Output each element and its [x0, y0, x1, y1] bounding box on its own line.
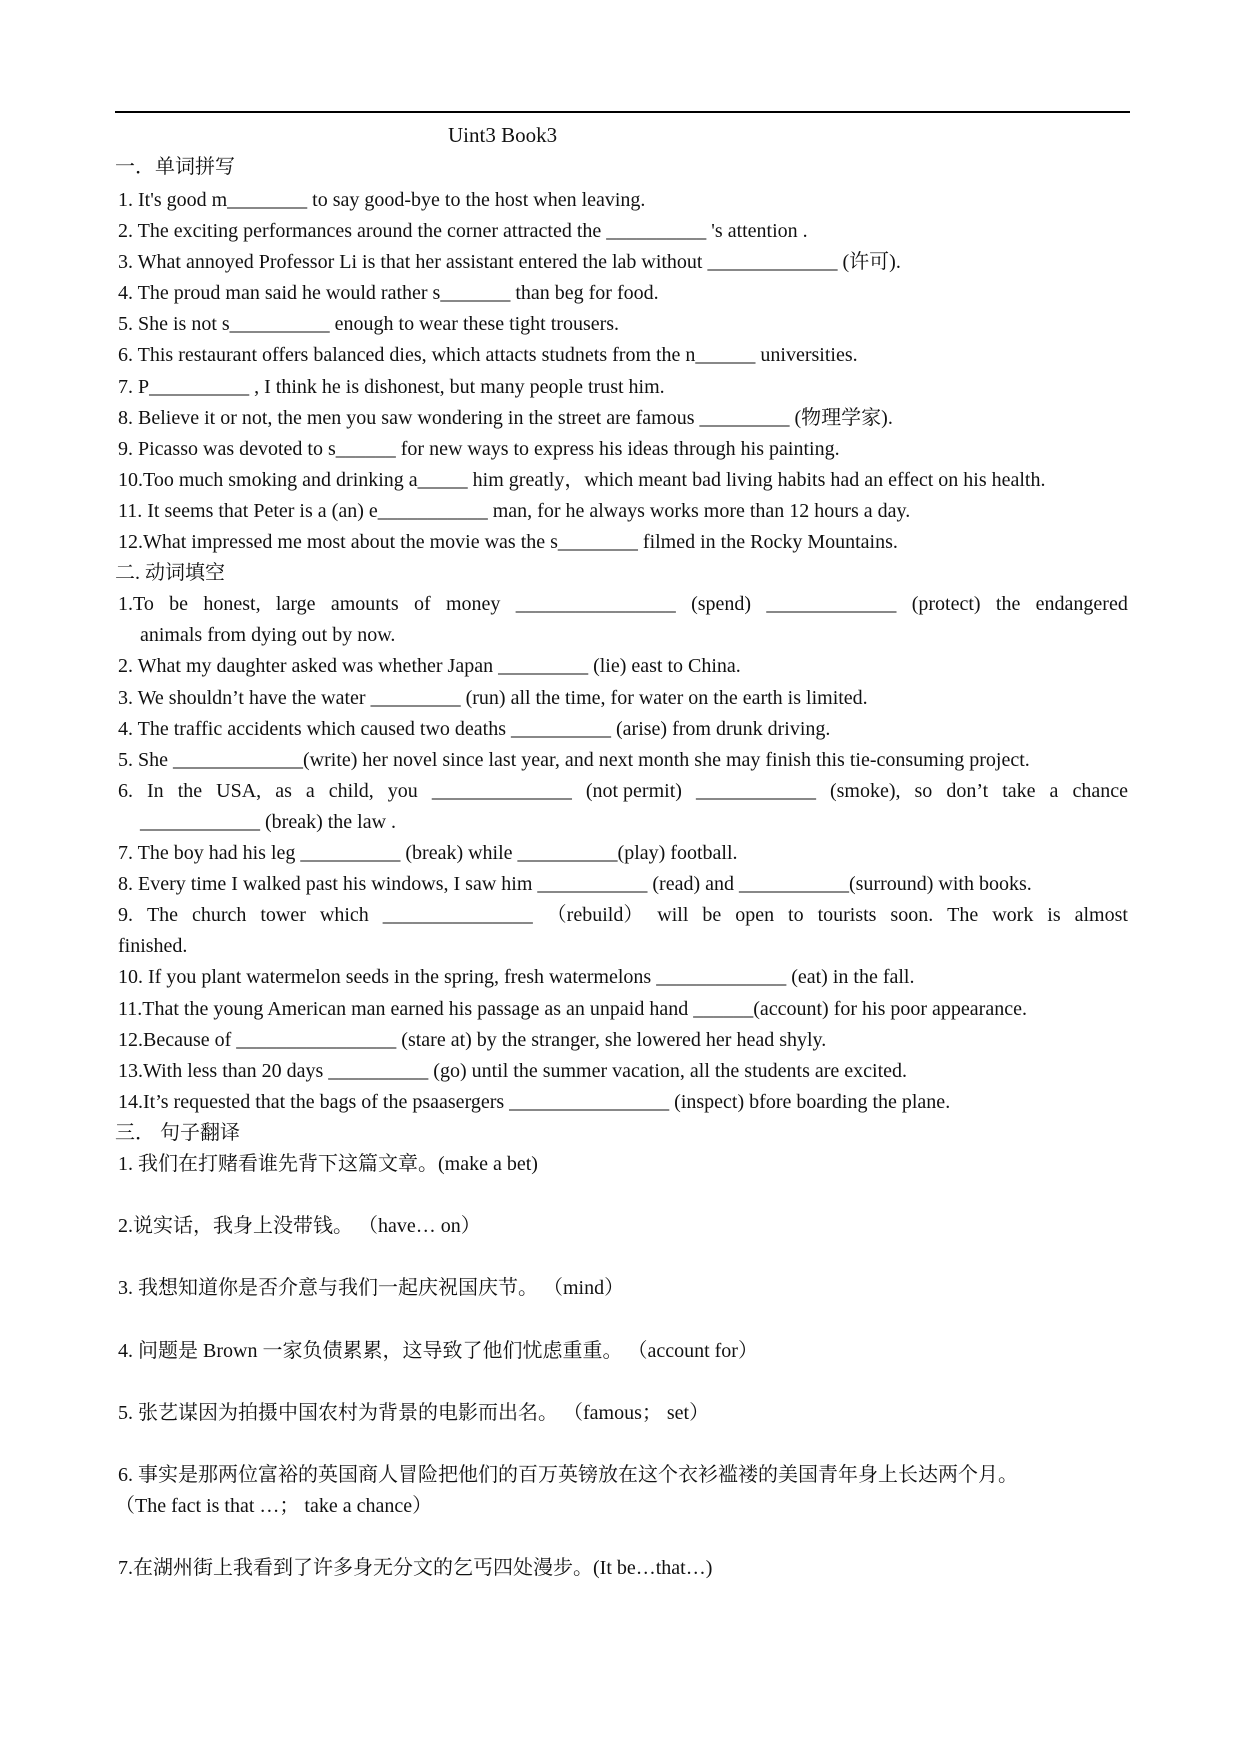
word: (spend): [691, 593, 752, 615]
verb-question-2: 2. What my daughter asked was whether Japan _________ (lie) east to China.: [118, 655, 741, 677]
word: of: [413, 593, 431, 615]
word: 1.To: [118, 593, 154, 615]
verb-question-4: 4. The traffic accidents which caused two deaths __________ (arise) from drunk driving.: [118, 718, 831, 740]
word: be: [702, 904, 722, 926]
word: _____________: [766, 593, 897, 615]
word: which: [319, 904, 369, 926]
word: (protect): [911, 593, 981, 615]
word: The: [146, 904, 179, 926]
word: open: [735, 904, 775, 926]
translation-question-5: 5. 张艺谋因为拍摄中国农村为背景的电影而出名。 （famous； set）: [118, 1402, 710, 1424]
spelling-question-7: 7. P__________ , I think he is dishonest, but many people trust him.: [118, 376, 665, 398]
word: the: [995, 593, 1021, 615]
translation-question-7: 7.在湖州街上我看到了许多身无分文的乞丐四处漫步。(It be…that…): [118, 1557, 713, 1579]
verb-question-12: 12.Because of ________________ (stare at) by the stranger, she lowered her head shyly.: [118, 1029, 827, 1051]
verb-question-13: 13.With less than 20 days __________ (go) until the summer vacation, all the students are excited.: [118, 1060, 908, 1082]
translation-question-6: 6. 事实是那两位富裕的英国商人冒险把他们的百万英镑放在这个衣衫褴褛的美国青年身上长达两个月。: [118, 1464, 1018, 1486]
word: almost: [1074, 904, 1128, 926]
verb-question-6: [118, 779, 1128, 803]
spelling-question-6: 6. This restaurant offers balanced dies, which attacts studnets from the n______ universities.: [118, 344, 858, 366]
word: endangered: [1035, 593, 1128, 615]
word: so: [914, 780, 933, 802]
word: large: [275, 593, 316, 615]
word: amounts: [330, 593, 399, 615]
word: _______________: [382, 904, 533, 926]
verb-question-9-continued: finished.: [118, 935, 188, 957]
section-heading-translation: 三． 句子翻译: [115, 1122, 240, 1144]
verb-question-10: 10. If you plant watermelon seeds in the spring, fresh watermelons _____________ (eat) in the fall.: [118, 966, 915, 988]
verb-question-7: 7. The boy had his leg __________ (break) while __________(play) football.: [118, 842, 738, 864]
word: don’t: [946, 780, 989, 802]
word: as: [275, 780, 292, 802]
word: child,: [328, 780, 374, 802]
word: tower: [260, 904, 306, 926]
word: tourists: [817, 904, 877, 926]
spelling-question-10: 10.Too much smoking and drinking a_____ him greatly，which meant bad living habits had an effect on his health.: [118, 469, 1046, 491]
word: chance: [1072, 780, 1128, 802]
word: （rebuild）: [546, 904, 644, 926]
spelling-question-2: 2. The exciting performances around the corner attracted the __________ 's attention .: [118, 220, 808, 242]
spelling-question-12: 12.What impressed me most about the movie was the s________ filmed in the Rocky Mountains.: [118, 531, 898, 553]
verb-question-14: 14.It’s requested that the bags of the psaasergers ________________ (inspect) bfore boarding the plane.: [118, 1091, 951, 1113]
word: take: [1002, 780, 1036, 802]
spelling-question-11: 11. It seems that Peter is a (an) e___________ man, for he always works more than 12 hours a day.: [118, 500, 911, 522]
word: ____________: [695, 780, 816, 802]
spelling-question-5: 5. She is not s__________ enough to wear these tight trousers.: [118, 313, 620, 335]
word: a: [305, 780, 315, 802]
word: to: [788, 904, 804, 926]
spelling-question-1: 1. It's good m________ to say good-bye to the host when leaving.: [118, 189, 646, 211]
word: 9.: [118, 904, 133, 926]
verb-question-5: 5. She _____________(write) her novel since last year, and next month she may finish this tie-consuming project.: [118, 749, 1030, 771]
spelling-question-9: 9. Picasso was devoted to s______ for new ways to express his ideas through his painting.: [118, 438, 840, 460]
word: 6.: [118, 780, 133, 802]
translation-question-4: 4. 问题是 Brown 一家负债累累，这导致了他们忧虑重重。 （account for）: [118, 1340, 758, 1362]
header-rule: [115, 111, 1130, 113]
word: money: [445, 593, 501, 615]
spelling-question-8: 8. Believe it or not, the men you saw wondering in the street are famous _________ (物理学家).: [118, 407, 893, 429]
word: (smoke),: [829, 780, 901, 802]
verb-question-1: [118, 592, 1128, 616]
word: a: [1049, 780, 1059, 802]
spelling-question-3: 3. What annoyed Professor Li is that her assistant entered the lab without _____________ (许可).: [118, 251, 901, 273]
word: (not permit): [585, 780, 682, 802]
word: will: [657, 904, 689, 926]
word: ________________: [515, 593, 676, 615]
word: In: [147, 780, 164, 802]
word: is: [1047, 904, 1061, 926]
word: soon.: [890, 904, 934, 926]
verb-question-3: 3. We shouldn’t have the water _________ (run) all the time, for water on the earth is limited.: [118, 687, 868, 709]
word: church: [192, 904, 247, 926]
word: work: [992, 904, 1034, 926]
section-heading-verbs: 二. 动词填空: [115, 562, 225, 584]
translation-question-6-hint: （The fact is that …； take a chance）: [115, 1495, 433, 1517]
verb-question-11: 11.That the young American man earned his passage as an unpaid hand ______(account) for his poor appearance.: [118, 998, 1027, 1020]
page-title: Uint3 Book3: [448, 123, 558, 147]
word: the: [177, 780, 203, 802]
translation-question-2: 2.说实话，我身上没带钱。 （have… on）: [118, 1215, 481, 1237]
word: you: [387, 780, 418, 802]
section-heading-spelling: 一．单词拼写: [115, 156, 235, 178]
translation-question-1: 1. 我们在打赌看谁先背下这篇文章。(make a bet): [118, 1153, 538, 1175]
word: USA,: [216, 780, 262, 802]
verb-question-6-continued: ____________ (break) the law .: [140, 811, 397, 833]
verb-question-1-continued: animals from dying out by now.: [140, 624, 396, 646]
verb-question-9: [118, 903, 1128, 927]
word: be: [169, 593, 189, 615]
word: honest,: [203, 593, 261, 615]
verb-question-8: 8. Every time I walked past his windows, I saw him ___________ (read) and ___________(surround) with books.: [118, 873, 1032, 895]
word: ______________: [431, 780, 572, 802]
spelling-question-4: 4. The proud man said he would rather s_______ than beg for food.: [118, 282, 659, 304]
translation-question-3: 3. 我想知道你是否介意与我们一起庆祝国庆节。 （mind）: [118, 1277, 625, 1299]
word: The: [947, 904, 979, 926]
